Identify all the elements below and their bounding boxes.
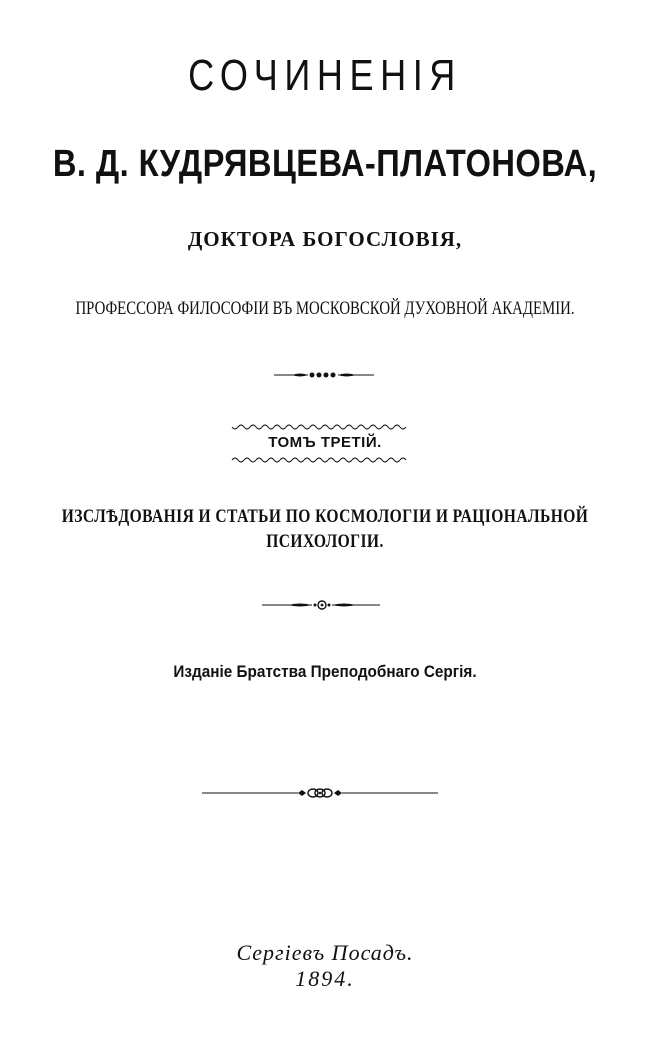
wavy-rule-bottom-icon — [228, 456, 412, 464]
volume-contents-line-1: ИЗСЛѢДОВАНІЯ И СТАТЬИ ПО КОСМОЛОГІИ И РАЦІОНАЛЬНОЙ — [61, 506, 589, 527]
ornamental-rule-dots-icon — [272, 369, 376, 381]
wavy-rule-top-icon — [228, 424, 412, 432]
publication-place: Сергіевъ Посадъ. — [236, 940, 414, 965]
volume-contents — [59, 504, 592, 554]
work-heading: СОЧИНЕНІЯ — [188, 51, 462, 100]
volume-contents-line-2: ПСИХОЛОГІИ. — [266, 531, 384, 552]
publisher-line: Изданіе Братства Преподобнаго Сергія. — [173, 662, 477, 681]
author-degree: ДОКТОРА БОГОСЛОВІЯ, — [187, 227, 463, 251]
volume-label: ТОМЪ ТРЕТІЙ. — [268, 434, 382, 451]
author-position: ПРОФЕССОРА ФИЛОСОФІИ ВЪ МОСКОВСКОЙ ДУХОВНОЙ АКАДЕМІИ. — [75, 298, 575, 319]
ornamental-rule-knot-icon — [200, 786, 440, 800]
ornamental-rule-diamond-icon — [260, 598, 384, 612]
publication-year: 1894. — [295, 966, 355, 991]
author-name: В. Д. КУДРЯВЦЕВА-ПЛАТОНОВА, — [52, 143, 598, 185]
